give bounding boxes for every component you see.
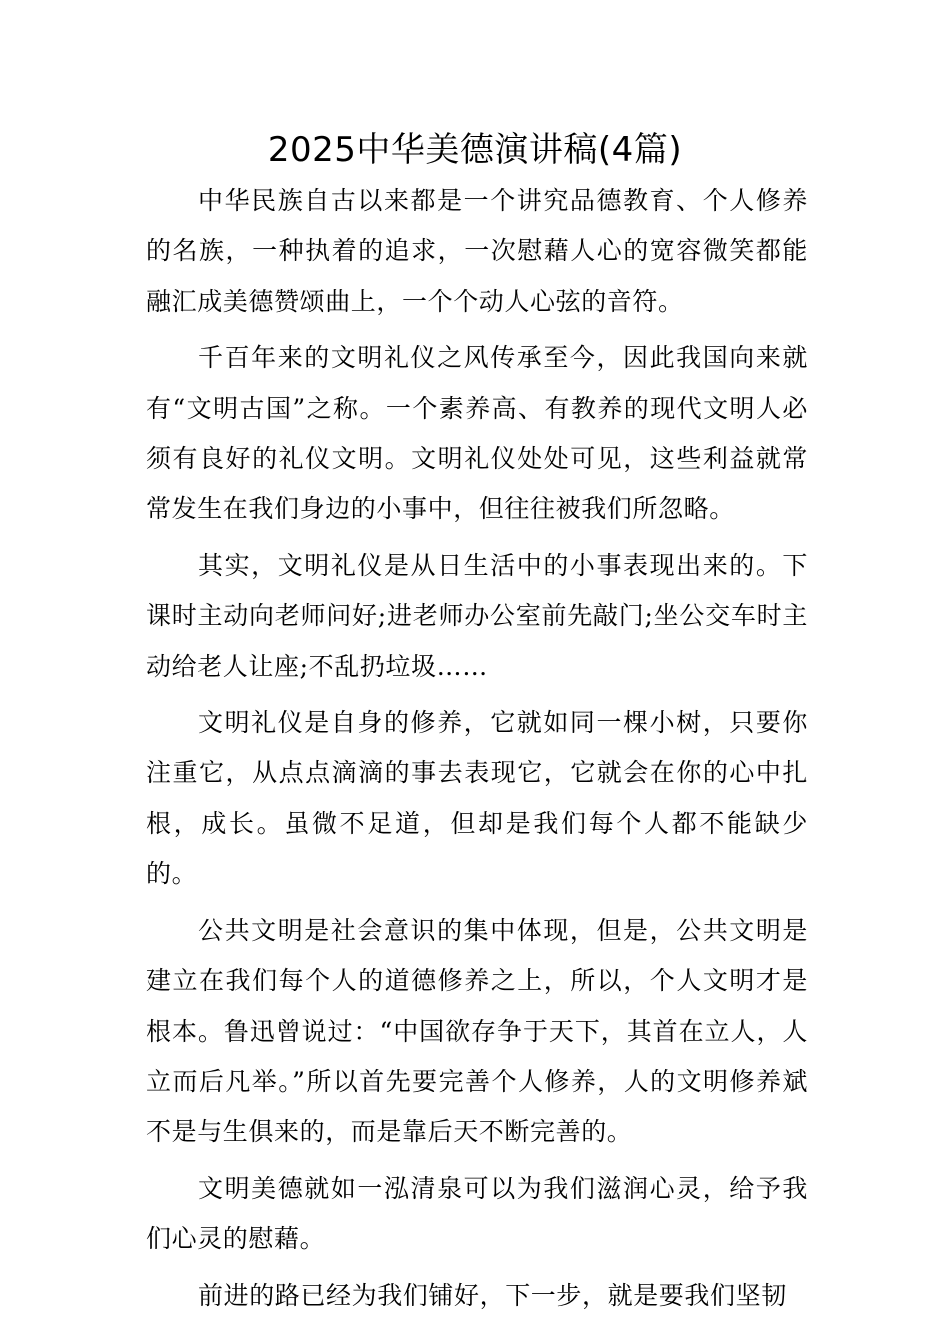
paragraph-5: 公共文明是社会意识的集中体现，但是，公共文明是建立在我们每个人的道德修养之上，所以，个人文明才是根本。鲁迅曾说过：“中国欲存争于天下，其首在立人，人立而后凡举。”所以首先要完善个人修养，人的文明修养斌不是与生俱来的，而是靠后天不断完善的。 — [146, 915, 808, 1147]
paragraph-4: 文明礼仪是自身的修养，它就如同一棵小树，只要你注重它，从点点滴滴的事去表现它，它就会在你的心中扎根，成长。虽微不足道，但却是我们每个人都不能缺少的。 — [146, 708, 808, 889]
paragraph-1: 中华民族自古以来都是一个讲究品德教育、个人修养的名族，一种执着的追求，一次慰藉人心的宽容微笑都能融汇成美德赞颂曲上，一个个动人心弦的音符。 — [146, 186, 808, 316]
paragraph-7: 前进的路已经为我们铺好，下一步，就是要我们坚韧 — [198, 1280, 787, 1310]
paragraph-6: 文明美德就如一泓清泉可以为我们滋润心灵，给予我们心灵的慰藉。 — [146, 1173, 808, 1254]
paragraph-3: 其实，文明礼仪是从日生活中的小事表现出来的。下课时主动向老师问好;进老师办公室前先敲门;坐公交车时主动给老人让座;不乱扔垃圾…… — [146, 550, 808, 681]
document-title: 2025中华美德演讲稿(4篇) — [267, 130, 683, 170]
paragraph-2: 千百年来的文明礼仪之风传承至今，因此我国向来就有“文明古国”之称。一个素养高、有教养的现代文明人必须有良好的礼仪文明。文明礼仪处处可见，这些利益就常常发生在我们身边的小事中，但往往被我们所忽略。 — [146, 343, 808, 524]
document-body — [146, 176, 808, 1327]
